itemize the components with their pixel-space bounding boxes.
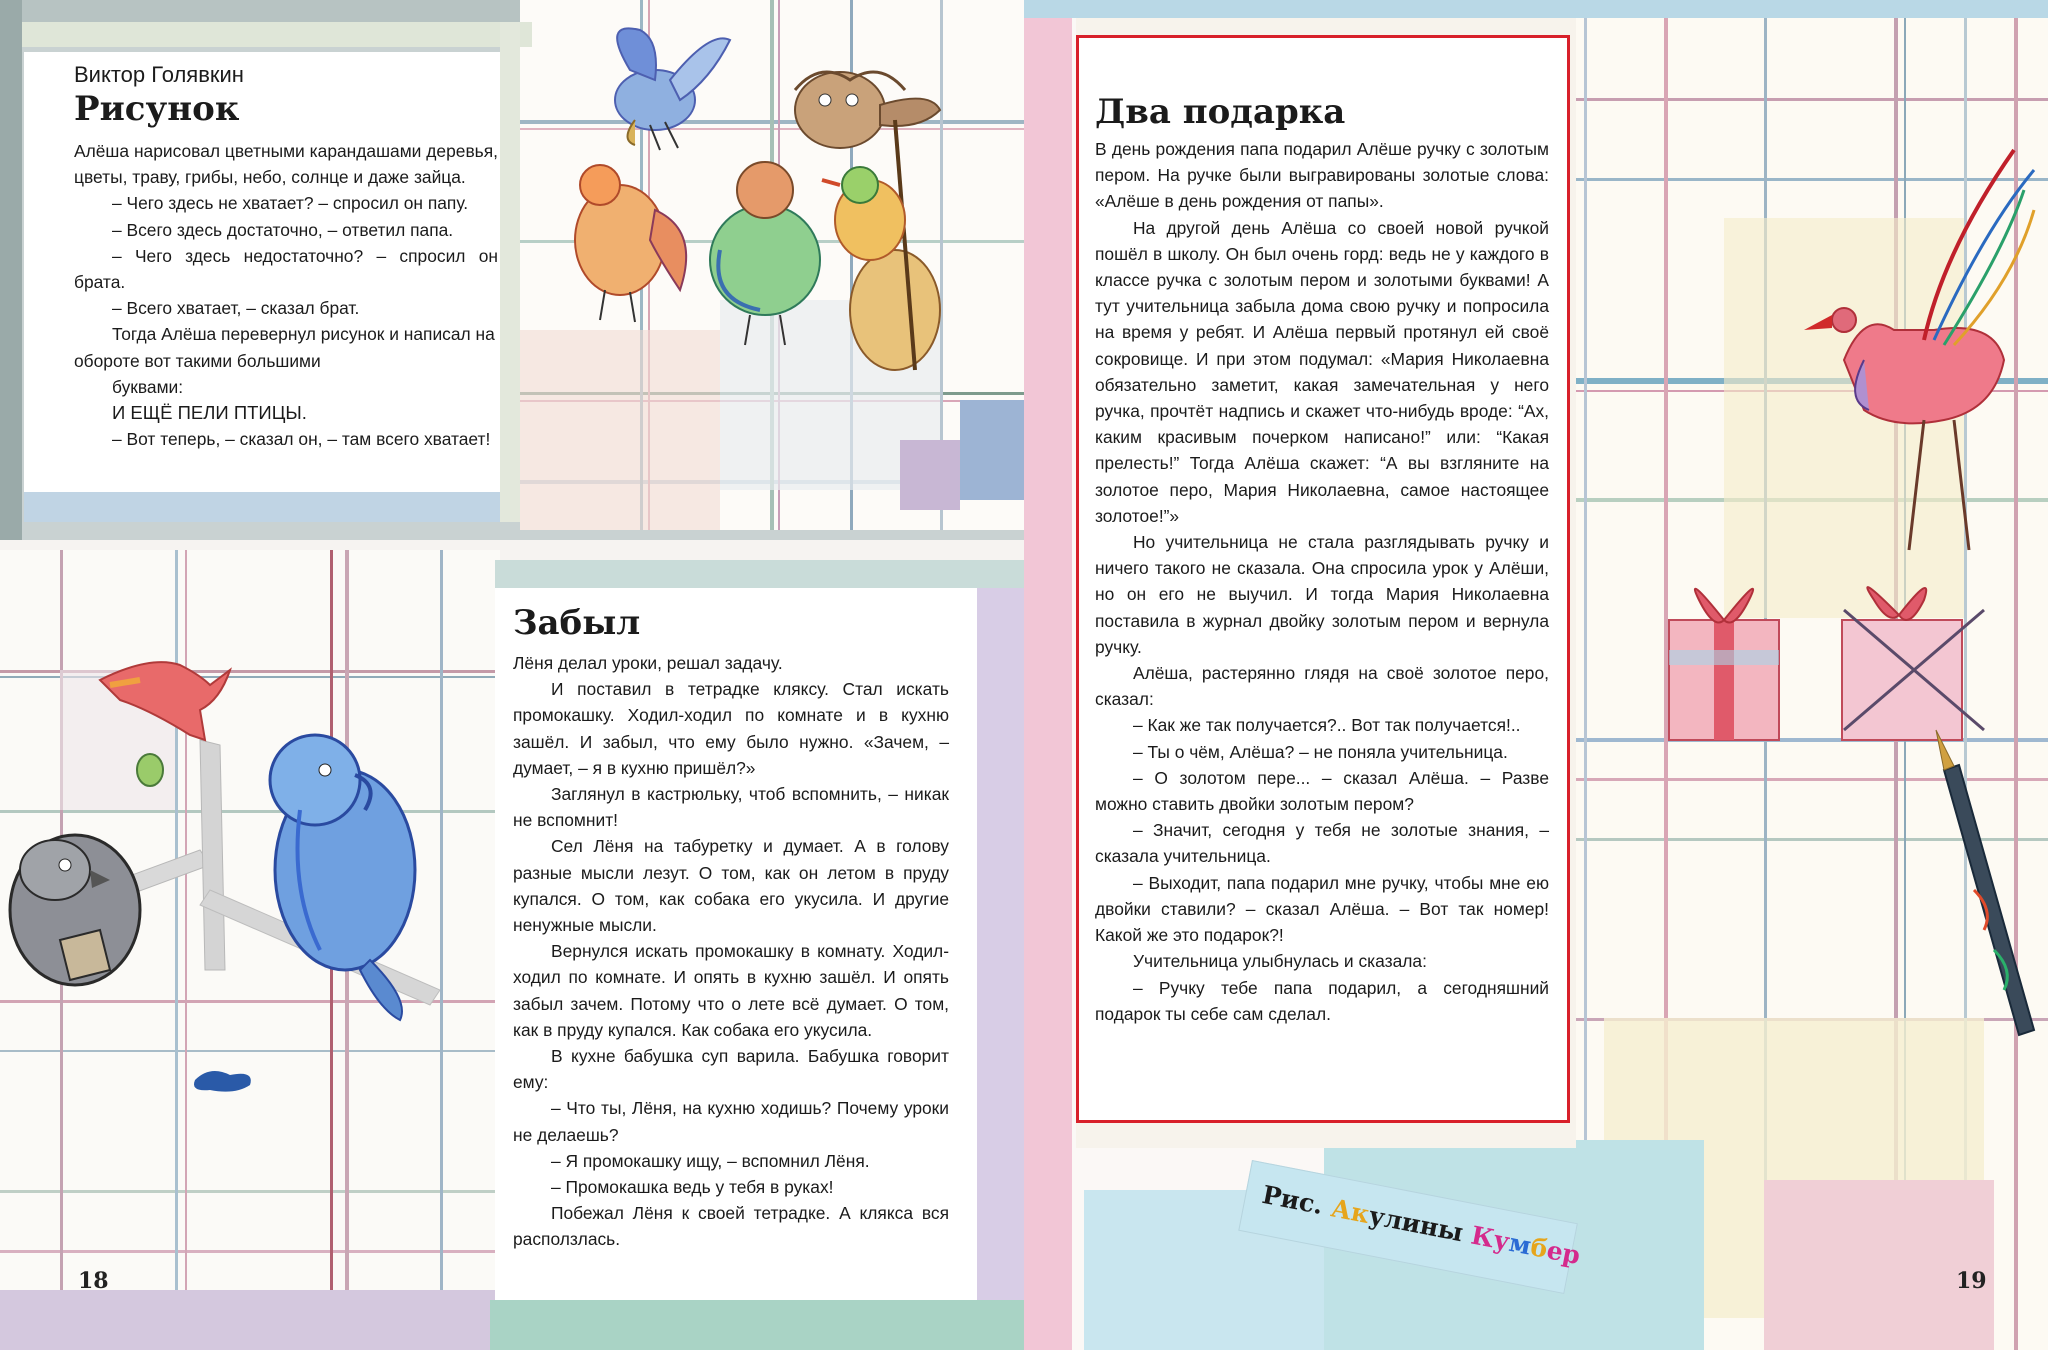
paragraph: – Я промокашку ищу, – вспомнил Лёня.: [551, 1150, 870, 1171]
bottom-left-corner-bevel: [0, 1290, 520, 1350]
credit-name-part: б: [1528, 1232, 1550, 1264]
parrots-illustration: [0, 640, 440, 1100]
grey-bird-icon: [10, 835, 140, 985]
paragraph: В день рождения папа подарил Алёше ручку с золотым пером. На ручке были выгравированы золотые слова: «Алёше в день рождения от папы».: [1095, 139, 1549, 212]
paragraph: – Чего здесь не хватает? – спросил он папу.: [112, 193, 469, 214]
story-zabyl-panel: [495, 588, 977, 1300]
green-bird-icon: [710, 162, 820, 345]
owl-icon: [795, 72, 940, 148]
credit-prefix: Рис.: [1259, 1179, 1326, 1221]
paragraph: Но учительница не стала разглядывать ручку и ничего такого не сказала. Она спросила урок у Алёши, но он его не выучил. И тогда Мария Николаевна поставила в журнал двойку золотым пером и вернула ручку.: [1095, 532, 1549, 657]
birds-orchestra-illustration: [560, 10, 1010, 400]
paragraph: Заглянул в кастрюльку, чтоб вспомнить, – никак не вспомнит!: [513, 784, 949, 831]
paragraph: Лёня делал уроки, решал задачу.: [513, 653, 783, 673]
bird-gifts-pen-illustration: [1564, 130, 2048, 1130]
top-blue-strip: [1024, 0, 2048, 18]
paragraph: – Всего хватает, – сказал брат.: [112, 298, 360, 319]
right-page: [1024, 0, 2048, 1350]
ink-blot-icon: [194, 1071, 251, 1092]
paragraph: На другой день Алёша со своей новой ручкой пошёл в школу. Он был очень горд: ведь не у каждого в классе ручка с золотым пером и золотыми буквами! А тут учительница забыла дома свою ручку и попросила на время у ребят. И Алёша первый протянул ей своё сокровище. И при этом подумал: «Мария Николаевна обязательно заметит, какая замечательная у него ручка, прочтёт надпись и скажет что-нибудь вроде: “Ах, каким красивым почерком написано!” или: “Какая прелесть!” Тогда Алёша скажет: “А вы взгляните на золотое перо, Мария Николаевна, самое настоящее золотое!”»: [1095, 217, 1549, 526]
paragraph: Учительница улыбнулась и сказала:: [1133, 951, 1427, 972]
paragraph: – Вот теперь, – сказал он, – там всего хватает!: [112, 429, 491, 450]
paragraph: В кухне бабушка суп варила. Бабушка говорит ему:: [513, 1046, 949, 1093]
credit-name-part: м: [1506, 1227, 1534, 1261]
paragraph: – Промокашка ведь у тебя в руках!: [551, 1177, 834, 1198]
gift-box-icon: [1669, 589, 1779, 740]
paragraph: – Выходит, папа подарил мне ручку, чтобы мне ею двойки ставили? – сказал Алёша. – Вот так номер! Какой же это подарок?!: [1095, 872, 1549, 946]
story-dva-podarka-frame: [1076, 35, 1570, 1123]
paragraph: Алёша, растерянно глядя на своё золотое перо, сказал:: [1095, 663, 1549, 710]
panel2-top-bevel: [495, 560, 1024, 588]
story-title-dva-podarka: Два подарка: [1095, 92, 1346, 132]
panel1-shadow: [22, 22, 532, 47]
story-body-risunok: [74, 138, 498, 452]
credit-name-part: Ак: [1328, 1193, 1372, 1230]
paragraph: – Всего здесь достаточно, – ответил папа.: [112, 219, 454, 240]
panel1-bottom-bevel: [24, 492, 518, 522]
story-body-dva-podarka: [1095, 136, 1549, 1027]
paragraph: Алёша нарисовал цветными карандашами деревья, цветы, траву, грибы, небо, солнце и даже зайца.: [74, 141, 498, 188]
credit-name-part: Ку: [1468, 1220, 1513, 1257]
panel2-right-strip: [976, 588, 1024, 1300]
paragraph: – Что ты, Лёня, на кухню ходишь? Почему уроки не делаешь?: [513, 1098, 949, 1145]
paragraph: – Ты о чём, Алёша? – не поняла учительница.: [1133, 741, 1508, 762]
author-name: Виктор Голявкин: [74, 62, 244, 87]
panel1-right-bevel: [500, 22, 520, 522]
bottom-strip: [490, 1300, 1024, 1350]
page-number-right: 19: [1956, 1268, 1987, 1294]
paragraph: И поставил в тетрадке кляксу. Стал искать промокашку. Ходил-ходил по комнате и в кухню зашёл. И забыл, что ему было нужно. «Зачем, – думает, – я в кухню пришёл?»: [513, 679, 949, 778]
small-red-bird-icon: [100, 662, 230, 740]
credit-name-part: ул: [1366, 1200, 1405, 1236]
fountain-pen-icon: [1936, 730, 2034, 1035]
tiny-green-bird-icon: [137, 754, 163, 786]
paragraph: – Как же так получается?.. Вот так получается!..: [1133, 715, 1521, 736]
paragraph: – Значит, сегодня у тебя не золотые знания, – сказала учительница.: [1095, 820, 1549, 867]
paragraph: – Чего здесь недостаточно? – спросил он брата.: [74, 245, 498, 293]
story-title-zabyl: Забыл: [513, 603, 641, 643]
box-pink: [1764, 1180, 1994, 1350]
paragraph: – О золотом пере... – сказал Алёша. – Разве можно ставить двойки золотым пером?: [1095, 767, 1549, 815]
blue-bird-icon: [615, 28, 730, 150]
paragraph: Тогда Алёша перевернул рисунок и написал на обороте вот такими большими: [74, 324, 495, 371]
page-number-left: 18: [78, 1268, 109, 1294]
paragraph: буквами:: [112, 376, 184, 397]
paragraph: Побежал Лёня к своей тетрадке. А клякса вся расползлась.: [513, 1203, 949, 1250]
paragraph: – Ручку тебе папа подарил, а сегодняшний подарок ты себе сам сделал.: [1095, 977, 1549, 1024]
story-title-risunok: Рисунок: [74, 89, 240, 129]
paragraph: Сел Лёня на табуретку и думает. А в голову разные мысли лезут. О том, как он летом в пруду купался. О том, как собака его укусила. И другие ненужные мысли.: [513, 836, 949, 936]
caps-line: И ЕЩЁ ПЕЛИ ПТИЦЫ.: [112, 402, 307, 424]
story-body-zabyl: [513, 650, 949, 1253]
cello-bird-icon: [822, 120, 940, 370]
pink-bird-icon: [1804, 150, 2034, 550]
paragraph: Вернулся искать промокашку в комнату. Ходил-ходил по комнате. И опять в кухню зашёл. И опять забыл зачем. Потому что о лете всё думает. О том, как в пруду купался. Как собака его укусила.: [513, 941, 949, 1040]
credit-name-part: ер: [1544, 1235, 1583, 1271]
story-risunok-panel: [24, 52, 518, 492]
orange-bird-icon: [575, 165, 686, 322]
left-pink-strip: [1024, 0, 1072, 1350]
gift-box-icon: [1842, 587, 1984, 740]
credit-name-part: ины: [1399, 1207, 1466, 1248]
left-bevel: [0, 0, 22, 540]
